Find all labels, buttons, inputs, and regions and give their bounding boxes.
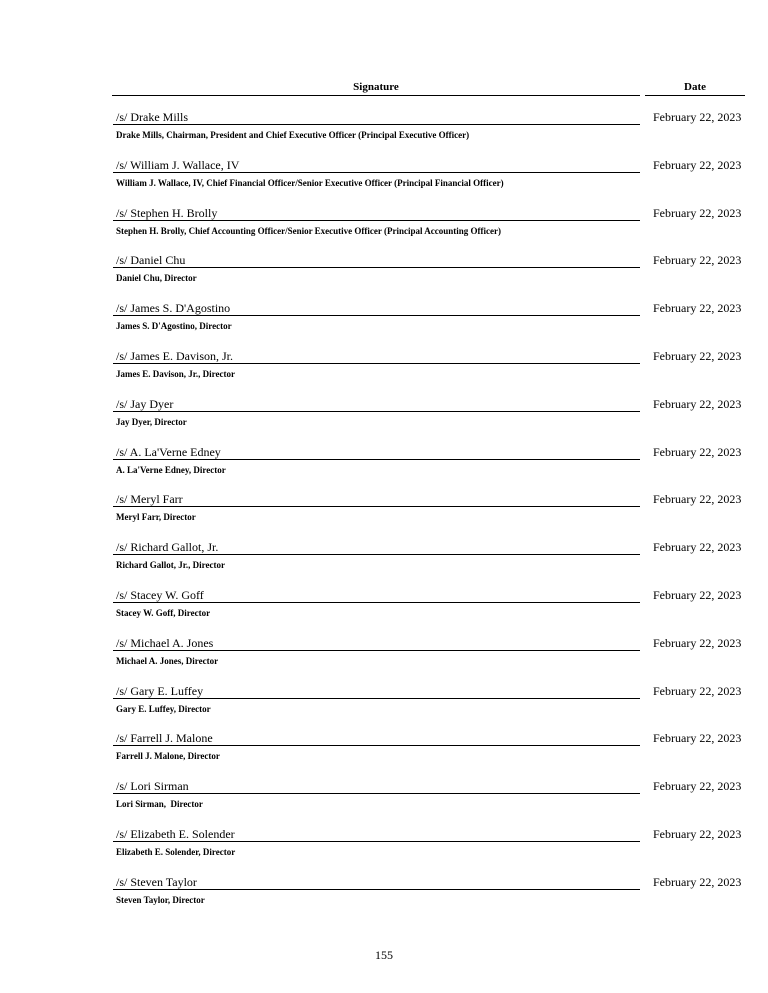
signature-date: February 22, 2023 xyxy=(653,874,742,889)
signature-line: /s/ Elizabeth E. Solender xyxy=(113,826,640,842)
signer-title: William J. Wallace, IV, Chief Financial Officer/Senior Executive Officer (Principal Financial Officer) xyxy=(116,177,504,188)
signature-line: /s/ Meryl Farr xyxy=(113,491,640,507)
signer-title: James E. Davison, Jr., Director xyxy=(116,368,235,379)
signature-date: February 22, 2023 xyxy=(653,396,742,411)
signature-row xyxy=(0,157,768,205)
signature-line: /s/ Stephen H. Brolly xyxy=(113,205,640,221)
signature-line: /s/ A. La'Verne Edney xyxy=(113,444,640,460)
signature-row xyxy=(0,444,768,492)
signer-title: Daniel Chu, Director xyxy=(116,273,197,284)
signature-date: February 22, 2023 xyxy=(653,110,742,124)
signature-date: February 22, 2023 xyxy=(653,301,742,316)
signature-line: /s/ William J. Wallace, IV xyxy=(113,157,640,173)
signer-title: Jay Dyer, Director xyxy=(116,416,187,427)
signature-date: February 22, 2023 xyxy=(653,492,742,507)
signature-date: February 22, 2023 xyxy=(653,635,742,650)
signer-title: Drake Mills, Chairman, President and Chief Executive Officer (Principal Executive Officer) xyxy=(116,130,470,140)
signature-date: February 22, 2023 xyxy=(653,157,742,172)
signature-row xyxy=(0,635,768,683)
signature-line: /s/ Michael A. Jones xyxy=(113,635,640,651)
signature-list xyxy=(0,109,768,922)
signature-line: /s/ James S. D'Agostino xyxy=(113,300,640,316)
signature-line: /s/ James E. Davison, Jr. xyxy=(113,348,640,364)
signer-title: James S. D'Agostino, Director xyxy=(116,321,232,332)
signer-title: Meryl Farr, Director xyxy=(116,512,196,523)
signature-row xyxy=(0,539,768,587)
signature-date: February 22, 2023 xyxy=(653,205,742,220)
signature-row xyxy=(0,874,768,922)
signature-row xyxy=(0,778,768,826)
signer-title: Farrell J. Malone, Director xyxy=(116,751,220,762)
signature-line: /s/ Jay Dyer xyxy=(113,396,640,412)
signature-line: /s/ Daniel Chu xyxy=(113,252,640,268)
signature-date: February 22, 2023 xyxy=(653,444,742,459)
signature-row xyxy=(0,587,768,635)
signature-row xyxy=(0,205,768,253)
signature-line: /s/ Stacey W. Goff xyxy=(113,587,640,603)
signature-row xyxy=(0,730,768,778)
signature-row xyxy=(0,109,768,157)
date-column-header: Date xyxy=(645,80,745,96)
signature-line: /s/ Drake Mills xyxy=(113,109,640,125)
signature-line: /s/ Steven Taylor xyxy=(113,874,640,890)
page-number: 155 xyxy=(375,948,393,962)
signature-date: February 22, 2023 xyxy=(653,540,742,555)
signer-title: A. La'Verne Edney, Director xyxy=(116,464,226,475)
signer-title: Lori Sirman, Director xyxy=(116,799,203,810)
signer-title: Richard Gallot, Jr., Director xyxy=(116,560,225,571)
signer-title: Michael A. Jones, Director xyxy=(116,655,219,666)
signer-title: Elizabeth E. Solender, Director xyxy=(116,846,236,857)
signature-line: /s/ Farrell J. Malone xyxy=(113,730,640,746)
signature-row xyxy=(0,348,768,396)
signer-title: Stacey W. Goff, Director xyxy=(116,607,211,618)
signer-title: Gary E. Luffey, Director xyxy=(116,703,211,714)
signature-line: /s/ Lori Sirman xyxy=(113,778,640,794)
signature-row xyxy=(0,683,768,731)
signature-date: February 22, 2023 xyxy=(653,731,742,746)
signature-date: February 22, 2023 xyxy=(653,683,742,698)
signature-date: February 22, 2023 xyxy=(653,253,742,268)
signature-date: February 22, 2023 xyxy=(653,826,742,841)
signature-column-header: Signature xyxy=(112,80,640,96)
signature-line: /s/ Gary E. Luffey xyxy=(113,683,640,699)
signer-title: Stephen H. Brolly, Chief Accounting Officer/Senior Executive Officer (Principal Accounting Officer) xyxy=(116,225,501,236)
signature-line: /s/ Richard Gallot, Jr. xyxy=(113,539,640,555)
signature-row xyxy=(0,491,768,539)
signer-title: Steven Taylor, Director xyxy=(116,894,205,905)
signature-row xyxy=(0,396,768,444)
signature-row xyxy=(0,300,768,348)
signature-date: February 22, 2023 xyxy=(653,779,742,794)
signature-row xyxy=(0,826,768,874)
signature-table-header xyxy=(0,80,768,97)
signature-date: February 22, 2023 xyxy=(653,348,742,363)
signature-date: February 22, 2023 xyxy=(653,587,742,602)
signature-row xyxy=(0,252,768,300)
